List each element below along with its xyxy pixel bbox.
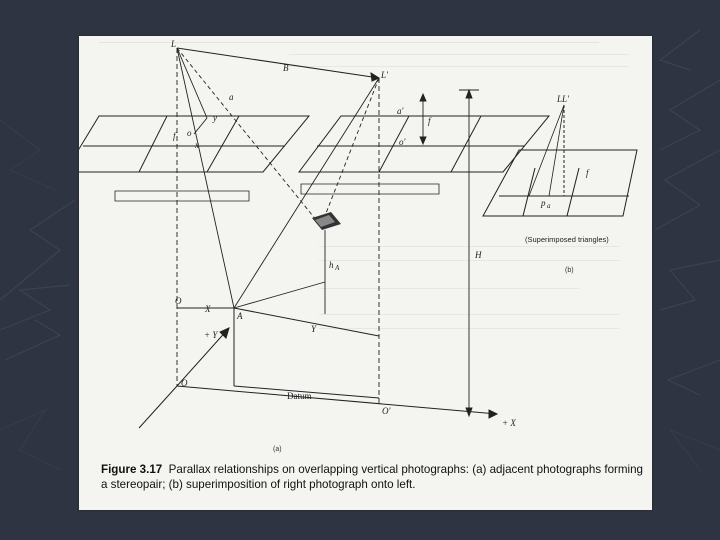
subfigure-b-label: (b) — [565, 267, 574, 274]
label-B: B — [283, 63, 289, 73]
object-point-a — [234, 212, 341, 314]
label-o: o — [187, 128, 192, 138]
label-O: O — [181, 378, 188, 388]
label-plus-Y: + Y — [204, 330, 218, 340]
label-XA: X — [205, 304, 211, 314]
label-xa: x — [195, 140, 199, 150]
label-f-left: f — [173, 131, 176, 141]
label-OA: O — [175, 296, 182, 306]
label-f-right: f — [428, 116, 431, 126]
label-pa-sub: a — [547, 202, 551, 210]
subfigure-a-label: (a) — [273, 446, 282, 453]
label-YA: Y — [311, 324, 317, 334]
label-L-prime: L' — [381, 70, 388, 80]
label-a-prime: a' — [397, 106, 404, 116]
flying-height-dimension — [420, 90, 479, 416]
label-hA: h — [329, 260, 334, 270]
label-O-prime: O' — [382, 406, 391, 416]
label-ya: y — [213, 113, 217, 123]
scanned-figure-page — [79, 36, 652, 510]
left-photo-plane — [79, 116, 309, 201]
air-base-line — [177, 48, 379, 81]
bleed-through-text — [99, 42, 629, 329]
figure-caption-text: Parallax relationships on overlapping vertical photographs: (a) adjacent photographs forming a stereopair; (b) superimposition of right photograph onto left. — [101, 463, 644, 491]
label-hA-sub: A — [335, 264, 340, 272]
figure-caption — [101, 462, 646, 492]
label-A: A — [237, 311, 243, 321]
label-plus-X: + X — [502, 418, 516, 428]
right-photo-plane — [299, 116, 549, 194]
label-datum: Datum — [287, 391, 312, 401]
superimposed-photo-plane — [483, 105, 637, 216]
diagram-labels — [170, 39, 590, 428]
label-L: L — [171, 39, 177, 49]
figure-number: Figure 3.17 — [101, 463, 163, 476]
label-pa: p — [541, 198, 546, 208]
label-H: H — [475, 250, 482, 260]
ground-coordinate-system — [139, 308, 497, 428]
superimposed-triangles-label: (Superimposed triangles) — [525, 235, 609, 244]
label-a: a — [229, 92, 234, 102]
label-o-prime: o' — [399, 137, 406, 147]
label-f-super: f — [586, 168, 589, 178]
label-LL-prime: LL' — [557, 94, 569, 104]
